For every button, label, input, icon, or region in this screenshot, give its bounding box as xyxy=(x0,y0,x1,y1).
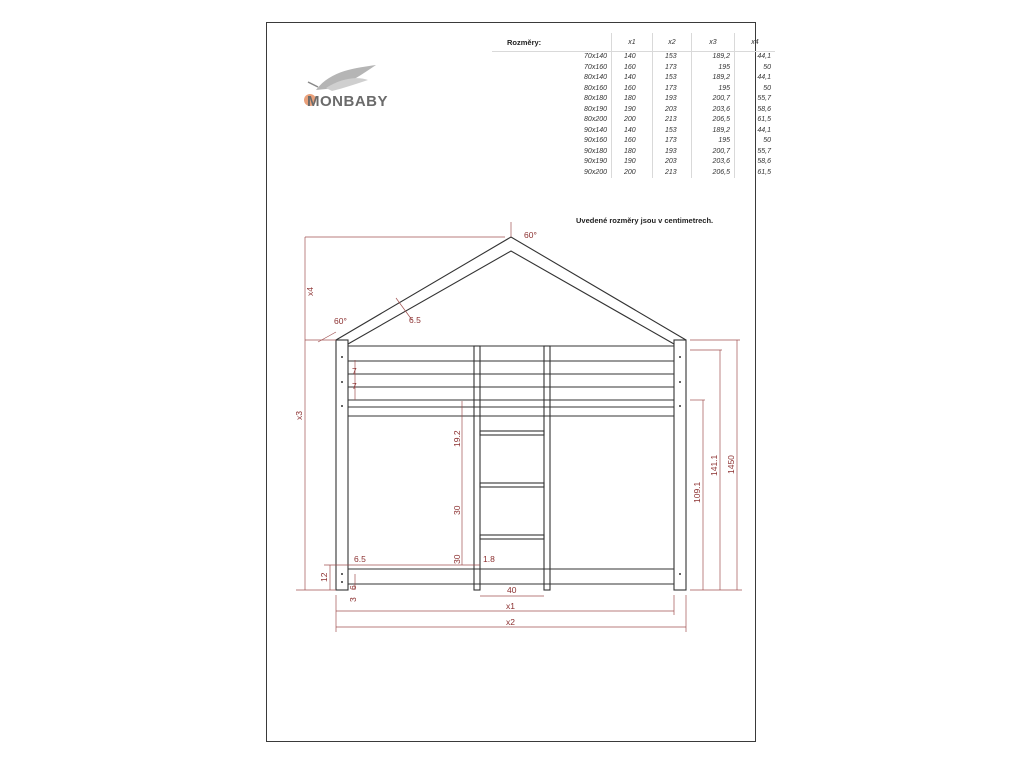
table-cell-x4: 61,5 xyxy=(735,115,776,126)
dim-base-gap: 6 xyxy=(348,585,358,590)
table-cell-x4: 58,6 xyxy=(735,105,776,116)
dim-base-height: 12 xyxy=(319,572,329,582)
dim-ladder-gap-2: 30 xyxy=(452,505,462,515)
table-cell-x2: 203 xyxy=(653,105,692,116)
dim-rung-thickness: 1.8 xyxy=(483,554,495,564)
table-cell-x3: 203,6 xyxy=(692,157,735,168)
table-cell-x2: 193 xyxy=(653,94,692,105)
table-cell-x3: 189,2 xyxy=(692,73,735,84)
table-header-label: Rozměry: xyxy=(492,33,612,52)
dim-base-foot: 3 xyxy=(348,597,358,602)
table-cell-x1: 140 xyxy=(612,126,653,137)
table-cell-x2: 153 xyxy=(653,126,692,137)
table-cell-x1: 200 xyxy=(612,168,653,179)
table-cell-x4: 44,1 xyxy=(735,52,776,63)
table-cell-x1: 180 xyxy=(612,94,653,105)
table-cell-size: 90x190 xyxy=(584,158,607,166)
table-cell-x2: 203 xyxy=(653,157,692,168)
screw-dots xyxy=(341,356,681,583)
table-cell-x3: 195 xyxy=(692,63,735,74)
table-cell-x2: 153 xyxy=(653,52,692,63)
table-cell-x1: 160 xyxy=(612,136,653,147)
table-cell-size: 70x160 xyxy=(584,63,607,71)
brand-logo-text: MONBABY xyxy=(307,93,388,110)
table-cell-x3: 206,5 xyxy=(692,115,735,126)
table-cell-x4: 50 xyxy=(735,63,776,74)
table-cell-x1: 160 xyxy=(612,84,653,95)
table-header-x3: x3 xyxy=(692,33,735,52)
table-cell-x1: 140 xyxy=(612,52,653,63)
table-cell-x4: 44,1 xyxy=(735,126,776,137)
table-header-x1: x1 xyxy=(612,33,653,52)
table-cell-size: 90x180 xyxy=(584,147,607,155)
table-cell-x3: 206,5 xyxy=(692,168,735,179)
table-cell-x3: 200,7 xyxy=(692,147,735,158)
dim-ladder-gap-3: 30 xyxy=(452,554,462,564)
table-cell-x1: 190 xyxy=(612,105,653,116)
table-cell-x3: 203,6 xyxy=(692,105,735,116)
dim-ladder-gap-1: 19.2 xyxy=(452,430,462,447)
dim-height-109: 109.1 xyxy=(692,481,702,503)
table-cell-x3: 195 xyxy=(692,84,735,95)
dim-roof-thickness: 6.5 xyxy=(409,315,421,325)
table-cell-x4: 50 xyxy=(735,136,776,147)
dim-rail-gap-1: 7 xyxy=(352,366,357,376)
table-cell-x4: 55,7 xyxy=(735,94,776,105)
dimension-lines xyxy=(296,222,742,632)
table-cell-x1: 190 xyxy=(612,157,653,168)
dim-x3: x3 xyxy=(294,411,304,420)
units-note: Uvedené rozměry jsou v centimetrech. xyxy=(576,216,714,225)
bed-outline xyxy=(336,237,686,590)
table-cell-x1: 140 xyxy=(612,73,653,84)
table-cell-x2: 213 xyxy=(653,115,692,126)
table-cell-x4: 58,6 xyxy=(735,157,776,168)
table-cell-x2: 153 xyxy=(653,73,692,84)
table-cell-x4: 50 xyxy=(735,84,776,95)
dim-x4: x4 xyxy=(305,287,315,296)
table-cell-x4: 61,5 xyxy=(735,168,776,179)
table-cell-size: 90x160 xyxy=(584,137,607,145)
dim-x2: x2 xyxy=(506,617,515,627)
dim-x1: x1 xyxy=(506,601,515,611)
table-header-x2: x2 xyxy=(653,33,692,52)
table-cell-size: 80x200 xyxy=(584,116,607,124)
table-cell-size: 80x180 xyxy=(584,95,607,103)
table-cell-x2: 193 xyxy=(653,147,692,158)
table-cell-x1: 200 xyxy=(612,115,653,126)
table-cell-size: 90x200 xyxy=(584,168,607,176)
dim-angle-left: 60° xyxy=(334,316,347,326)
table-cell-size: 70x140 xyxy=(584,53,607,61)
table-cell-x2: 173 xyxy=(653,84,692,95)
table-cell-x1: 160 xyxy=(612,63,653,74)
table-cell-size: 80x140 xyxy=(584,74,607,82)
table-cell-x3: 200,7 xyxy=(692,94,735,105)
table-cell-x2: 213 xyxy=(653,168,692,179)
dim-bottom-post: 6.5 xyxy=(354,554,366,564)
table-cell-x2: 173 xyxy=(653,63,692,74)
table-cell-size: 80x160 xyxy=(584,84,607,92)
table-cell-x4: 55,7 xyxy=(735,147,776,158)
table-cell-x3: 189,2 xyxy=(692,126,735,137)
dim-height-141: 141.1 xyxy=(709,454,719,476)
dim-rail-gap-2: 7 xyxy=(352,381,357,391)
table-cell-x3: 189,2 xyxy=(692,52,735,63)
table-cell-x4: 44,1 xyxy=(735,73,776,84)
table-cell-x2: 173 xyxy=(653,136,692,147)
table-cell-size: 90x140 xyxy=(584,126,607,134)
table-header-x4: x4 xyxy=(735,33,776,52)
table-cell-x1: 180 xyxy=(612,147,653,158)
dim-ladder-width: 40 xyxy=(507,585,517,595)
dim-angle-top: 60° xyxy=(524,230,537,240)
table-cell-x3: 195 xyxy=(692,136,735,147)
table-cell-size: 80x190 xyxy=(584,105,607,113)
dim-height-1450: 1450 xyxy=(726,455,736,474)
